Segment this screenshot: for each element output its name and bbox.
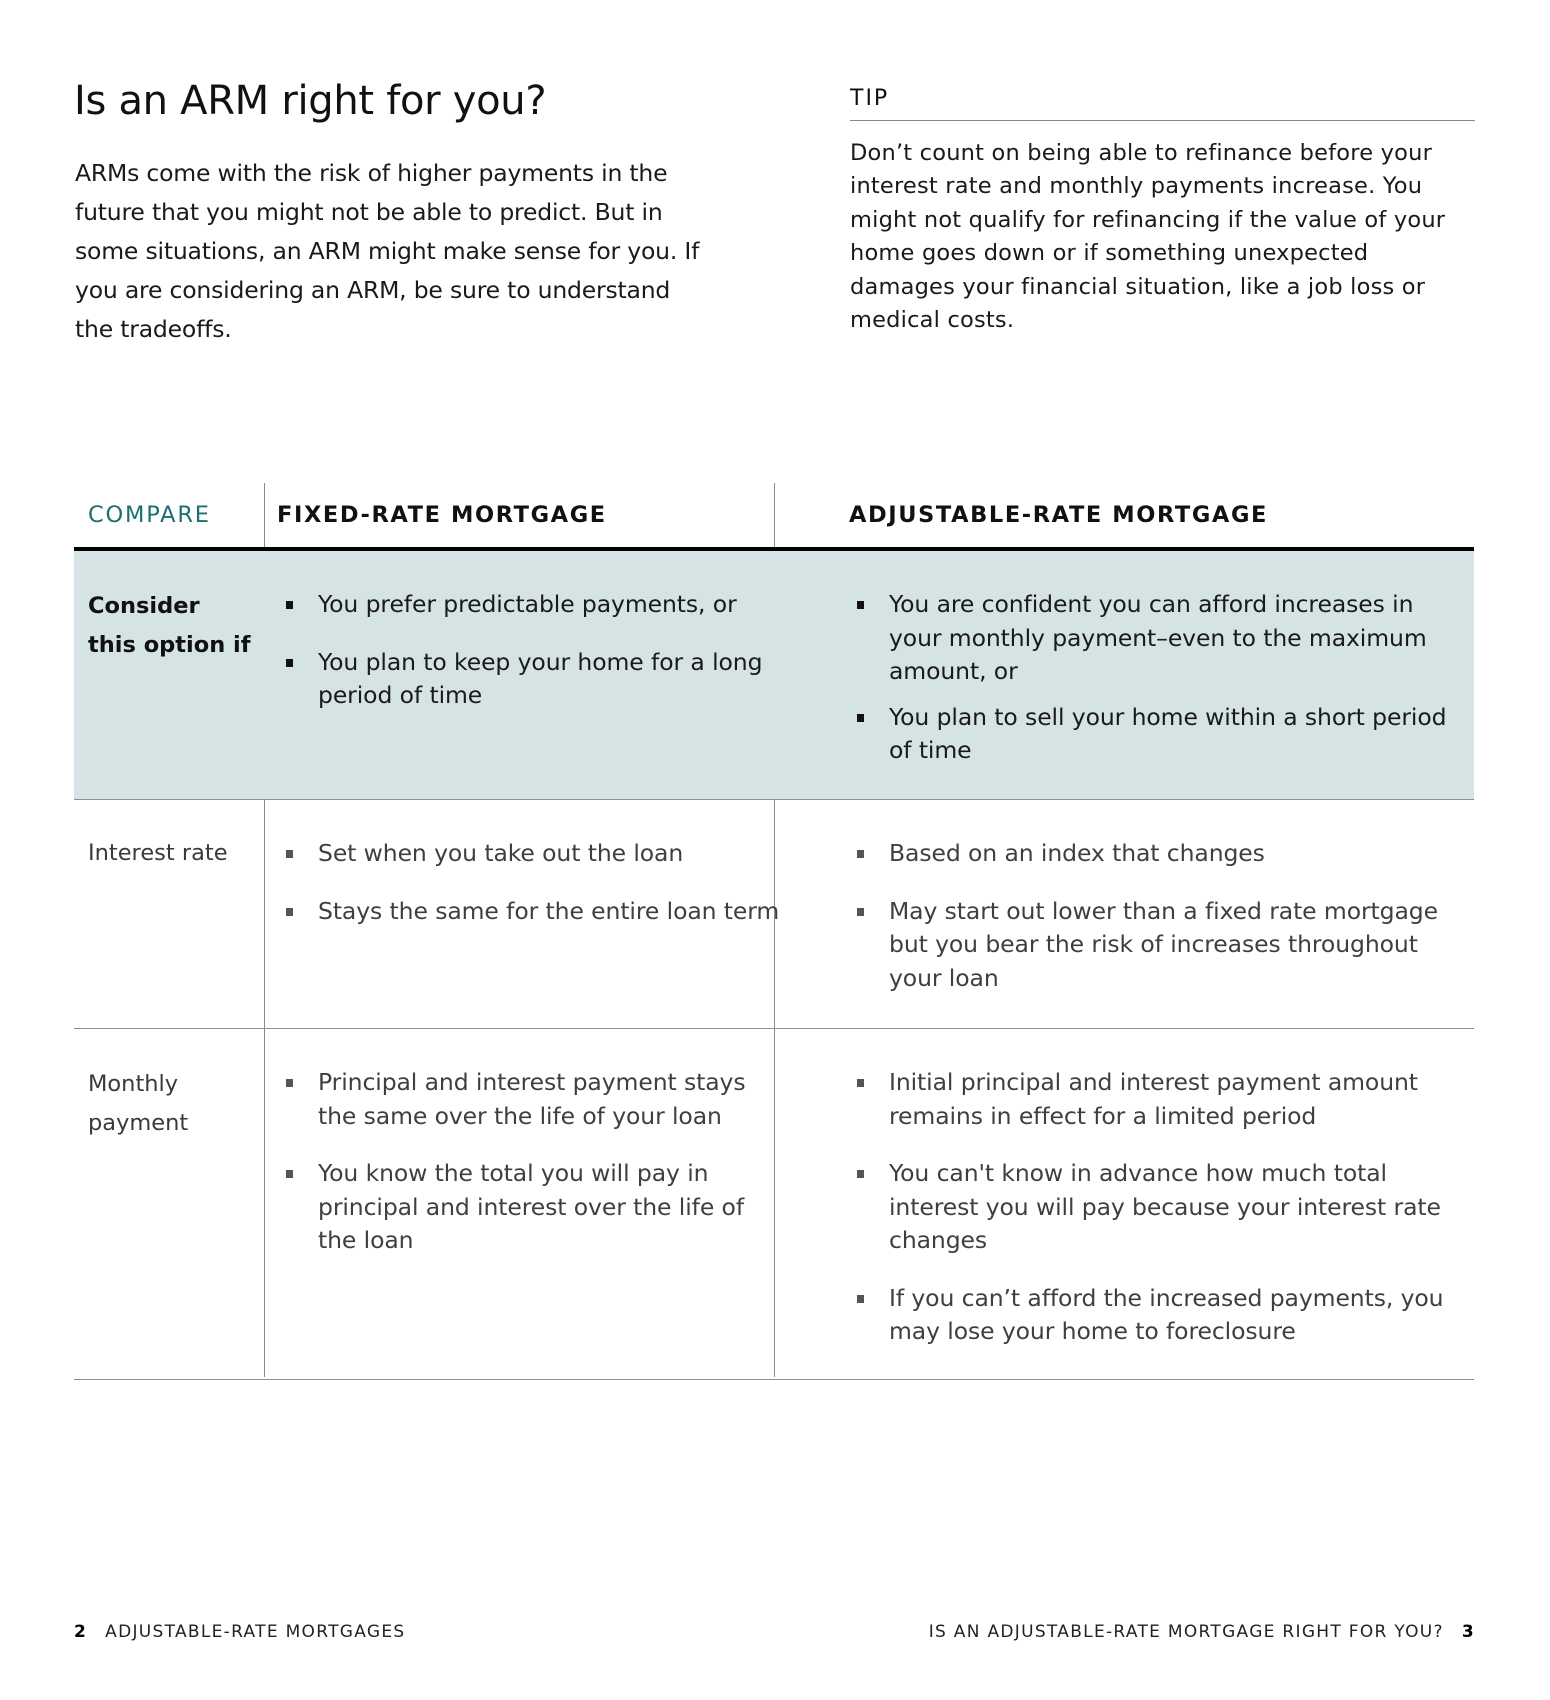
square-bullet-icon [857, 1295, 864, 1303]
square-bullet-icon [857, 908, 864, 916]
footer-left [74, 1622, 406, 1642]
square-bullet-icon [857, 601, 864, 609]
table-header [74, 483, 1474, 551]
adjustable-rate-cell [853, 588, 1463, 792]
list-item: May start out lower than a fixed rate mortgage but you bear the risk of increases throughout your loan [853, 895, 1463, 996]
row-label-line: this option if [88, 632, 251, 658]
list-item: You plan to sell your home within a short period of time [853, 701, 1463, 768]
row-label [88, 1065, 188, 1143]
fixed-rate-cell [282, 1066, 782, 1282]
list-item: You are confident you can afford increases in your monthly payment–even to the maximum amount, or [853, 588, 1463, 689]
tip-label: TIP [850, 86, 890, 111]
fixed-rate-cell [282, 837, 782, 952]
row-label [88, 834, 228, 873]
tip-box [850, 84, 1475, 337]
row-label [88, 587, 251, 665]
table-row-monthly-payment [74, 1029, 1474, 1380]
row-label-line: Interest rate [88, 840, 228, 866]
row-label-line: Monthly [88, 1071, 179, 1097]
page-number-right: 3 [1461, 1622, 1475, 1642]
header-compare: COMPARE [88, 502, 211, 528]
list-item: You can't know in advance how much total interest you will pay because your interest rate changes [853, 1157, 1463, 1258]
square-bullet-icon [286, 1170, 293, 1178]
list-item: You prefer predictable payments, or [282, 588, 782, 622]
row-label-line: Consider [88, 593, 200, 619]
list-item: You know the total you will pay in principal and interest over the life of the loan [282, 1157, 782, 1258]
footer-left-text: ADJUSTABLE-RATE MORTGAGES [105, 1622, 406, 1642]
table-row-consider [74, 551, 1474, 800]
list-item: Set when you take out the loan [282, 837, 782, 871]
intro-paragraph: ARMs come with the risk of higher payments in the future that you might not be able to predict. But in some situations, an ARM might make sense for you. If you are considering an ARM, be sure to understand the tradeoffs. [75, 159, 700, 343]
square-bullet-icon [286, 908, 293, 916]
square-bullet-icon [857, 1170, 864, 1178]
table-row-interest-rate [74, 800, 1474, 1029]
tip-divider [850, 120, 1475, 121]
header-fixed-rate: FIXED-RATE MORTGAGE [277, 502, 607, 528]
list-item: Initial principal and interest payment amount remains in effect for a limited period [853, 1066, 1463, 1133]
footer-right-text: IS AN ADJUSTABLE-RATE MORTGAGE RIGHT FOR YOU? [928, 1622, 1444, 1642]
footer-right [929, 1622, 1475, 1642]
square-bullet-icon [857, 850, 864, 858]
list-item: Principal and interest payment stays the same over the life of your loan [282, 1066, 782, 1133]
square-bullet-icon [286, 1079, 293, 1087]
fixed-rate-cell [282, 588, 782, 737]
tip-body: Don’t count on being able to refinance before your interest rate and monthly payments increase. You might not qualify for refinancing if the value of your home goes down or if something unexpected damages your financial situation, like a job loss or medical costs. [850, 140, 1446, 334]
header-adjustable-rate: ADJUSTABLE-RATE MORTGAGE [849, 502, 1268, 528]
square-bullet-icon [286, 850, 293, 858]
comparison-table [74, 483, 1474, 1380]
list-item: Stays the same for the entire loan term [282, 895, 782, 929]
page-title: Is an ARM right for you? [74, 78, 547, 124]
page-number-left: 2 [74, 1622, 88, 1642]
square-bullet-icon [857, 1079, 864, 1087]
list-item: If you can’t afford the increased payments, you may lose your home to foreclosure [853, 1282, 1463, 1349]
adjustable-rate-cell [853, 837, 1463, 1019]
adjustable-rate-cell [853, 1066, 1463, 1373]
list-item: You plan to keep your home for a long period of time [282, 646, 782, 713]
square-bullet-icon [857, 714, 864, 722]
list-item: Based on an index that changes [853, 837, 1463, 871]
square-bullet-icon [286, 659, 293, 667]
row-label-line: payment [88, 1110, 189, 1136]
square-bullet-icon [286, 601, 293, 609]
